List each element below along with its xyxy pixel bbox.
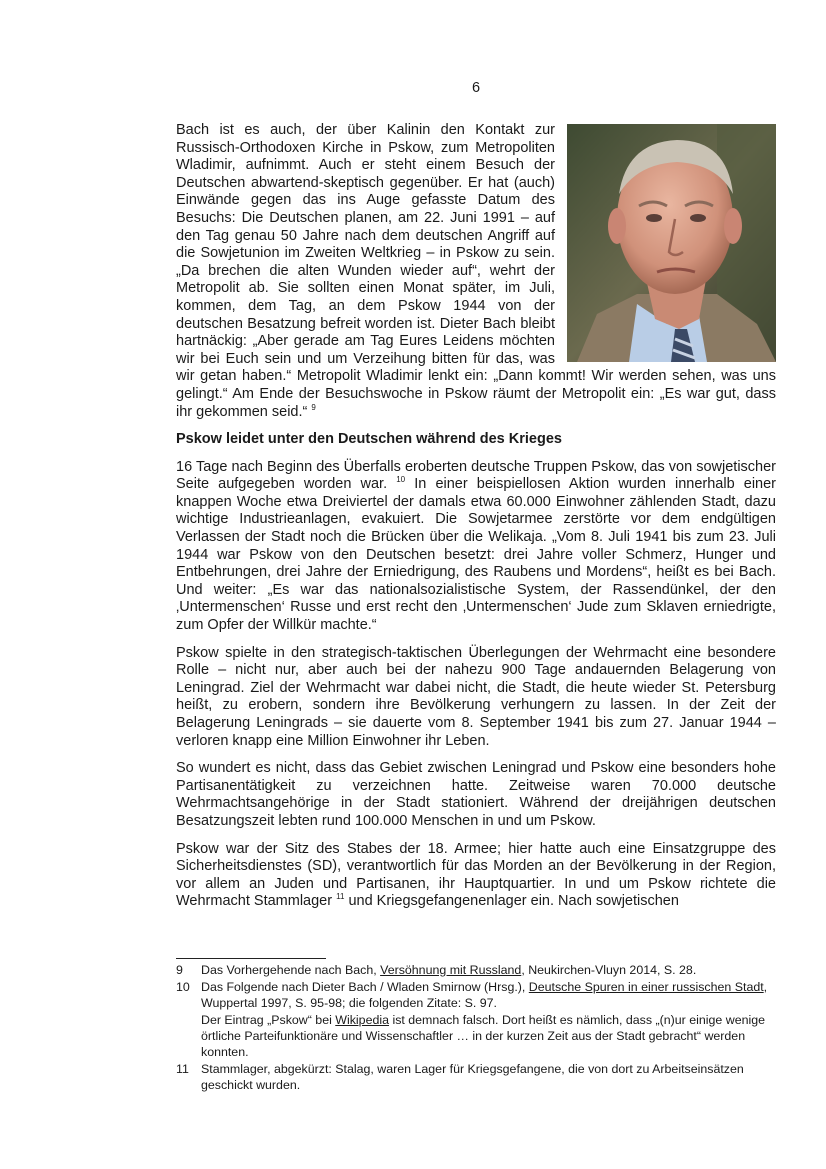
footnote-divider — [176, 958, 326, 959]
footnote-text — [201, 962, 776, 978]
section-heading: Pskow leidet unter den Deutschen während des Krieges — [176, 431, 562, 448]
footnote-9 — [176, 962, 776, 978]
footnote-text-post: , Neukirchen-Vluyn 2014, S. 28. — [521, 963, 697, 977]
footnote-ref-9[interactable]: 9 — [311, 402, 316, 412]
page-number: 6 — [471, 80, 481, 96]
footnote-ref-11[interactable]: 11 — [336, 892, 345, 902]
footnote-link[interactable]: Deutsche Spuren in einer russischen Stadt — [528, 980, 764, 995]
footnote-number: 10 — [176, 980, 190, 995]
footnotes — [176, 962, 776, 1095]
footnote-text-extra-post: ist demnach falsch. Dort heißt es nämlich, dass „(n)ur einige wenige örtliche Parteifunktionäre und Wissenschaftler … in der kurzen Zeit aus der Stadt gebracht“ werden konnten. — [201, 1012, 766, 1060]
footnote-text-pre: Das Folgende nach Dieter Bach / Wladen Smirnow (Hrsg.), — [201, 980, 529, 995]
paragraph-3: Pskow spielte in den strategisch-taktischen Überlegungen der Wehrmacht eine besondere Rolle – nicht nur, aber auch bei der nahezu 900 Tage andauernden Belagerung von Leningrad. Ziel der Wehrmacht war dabei nicht, die Stadt, die heute wieder St. Petersburg heißt, zu erobern, sondern ihre Bevölkerung verhungern zu lassen. In der Zeit der Belagerung Leningrads – sie dauerte vom 8. September 1941 bis zum 27. Januar 1944 – verloren knapp eine Million Einwohner ihr Leben. — [176, 644, 776, 749]
paragraph-2-text-a: 16 Tage nach Beginn des Überfalls eroberten deutsche Truppen Pskow, das von sowjetischer Seite aufgegeben worden war. — [176, 458, 776, 493]
footnote-text: Stammlager, abgekürzt: Stalag, waren Lager für Kriegsgefangene, die von dort zu Arbeitseinsätzen geschickt wurden. — [201, 1062, 744, 1093]
footnote-ref-10[interactable]: 10 — [396, 475, 406, 485]
footnote-link[interactable]: Versöhnung mit Russland — [380, 963, 522, 977]
footnote-number: 11 — [176, 1062, 189, 1077]
wikipedia-link[interactable]: Wikipedia — [335, 1012, 389, 1027]
portrait-photo — [567, 124, 776, 362]
footnote-text-post: , Wuppertal 1997, S. 95-98; die folgenden Zitate: S. 97. — [201, 980, 768, 1011]
footnote-text — [201, 979, 776, 1060]
paragraph-4: So wundert es nicht, dass das Gebiet zwischen Leningrad und Pskow eine besonders hohe Partisanentätigkeit zu verzeichnen hatte. Zeitweise waren 70.000 deutsche Wehrmachtsangehörige in der Stadt stationiert. Während der dreijährigen deutschen Besatzungszeit lebten rund 100.000 Menschen in und um Pskow. — [176, 760, 776, 829]
paragraph-5-text-a: Pskow war der Sitz des Stabes der 18. Armee; hier hatte auch eine Einsatzgruppe des Sicherheitsdienstes (SD), verantwortlich für das Morden an der Bevölkerung in der Region, vor allem an Juden und Partisanen, ihr Hauptquartier. In und um Pskow richtete die Wehrmacht Stammlager — [176, 840, 776, 910]
intro-text: Bach ist es auch, der über Kalinin den Kontakt zur Russisch-Orthodoxen Kirche in Pskow, zum Metropoliten Wladimir, aufnimmt. Auch er steht einem Besuch der Deutschen abwartend-skeptisch gegenüber. Er hat (auch) Einwände gegen das ins Auge gefasste Datum des Besuchs: Die Deutschen planen, am 22. Juni 1991 – auf den Tag genau 50 Jahre nach dem deutschen Angriff auf die Sowjetunion im Zweiten Weltkrieg – in Pskow zu sein. „Da brechen die alten Wunden wieder auf“, wehrt der Metropolit ab. Sie sollten einen Monat später, im Juli, kommen, dem Tag, an dem Pskow 1944 von der deutschen Besatzung befreit worden ist. Dieter Bach bleibt hartnäckig: „Aber gerade am Tag Eures Leidens möchten wir bei Euch sein und um Verzeihung bitten für das, was wir getan haben.“ Metropolit Wladimir lenkt ein: „Dann kommt! Wir werden sehen, was uns gelingt.“ Am Ende der Besuchswoche in Pskow räumt der Metropolit ein: „Es war gut, dass ihr gekommen seid.“ — [176, 122, 776, 420]
main-text — [176, 122, 776, 921]
footnote-text-extra-pre: Der Eintrag „Pskow“ bei — [201, 1012, 336, 1027]
paragraph-2-text-b: In einer beispiellosen Aktion wurden innerhalb einer knappen Woche etwa Dreiviertel der damals etwa 60.000 Einwohner zählenden Stadt, dazu wichtige Industrieanlagen, evakuiert. Die Sowjetarmee zerstörte vor dem endgültigen Verlassen der Stadt noch die Brücken über die Welikaja. „Vom 8. Juli 1941 bis zum 23. Juli 1944 war Pskow von den Deutschen besetzt: drei Jahre voller Schmerz, Hunger und Entbehrungen, drei Jahre der Erniedrigung, des Raubens und Mordens“, heißt es bei Bach. Und weiter: „Es war das nationalsozialistische System, der Rassendünkel, der den ‚Untermenschen‘ Russe und erst recht den ‚Untermenschen‘ Jude zum Sklaven erniedrigte, zum Opfer der Willkür machte.“ — [176, 476, 776, 634]
footnote-text-pre: Das Vorhergehende nach Bach, — [201, 963, 381, 977]
footnote-11 — [176, 1061, 776, 1093]
paragraph-2 — [176, 459, 776, 635]
paragraph-5-text-b: und Kriegsgefangenenlager ein. Nach sowjetischen — [348, 893, 679, 910]
footnote-number: 9 — [176, 963, 183, 977]
portrait-photo-icon — [567, 124, 776, 362]
paragraph-5 — [176, 841, 776, 911]
footnote-10 — [176, 979, 776, 1060]
